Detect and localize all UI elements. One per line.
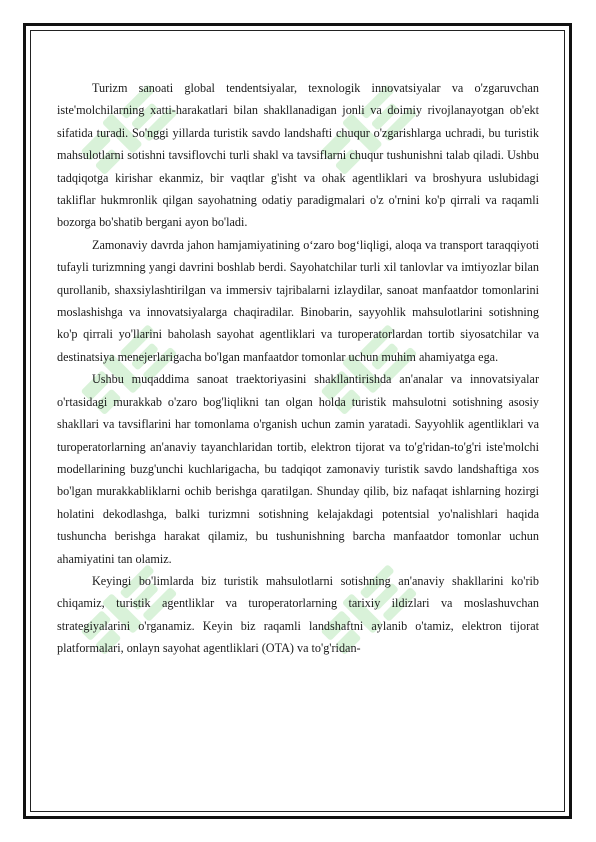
paragraph-1: Turizm sanoati global tendentsiyalar, texnologik innovatsiyalar va o'zgaruvchan iste'molchilarning xatti-harakatlari bilan shakllanadigan jonli va doimiy rivojlanayotgan ob'ekt sifatida turadi. So'nggi yillarda turistik savdo landshafti chuqur o'zgarishlarga uchradi, bu turistik mahsulotlarni sotishni tavsiflovchi turli shakl va tavsiflarni chuqur tushunishni talab qiladi. Ushbu tadqiqotga kirishar ekanmiz, bir vaqtlar g'isht va ohak agentliklari va broshyura uslubidagi takliflar hukmronlik qilgan sayohatning odatiy paradigmalari o'z o'rnini ko'p qirrali va raqamli bozorga bo'shatib bergani ayon bo'ladi.: [57, 81, 539, 230]
paragraph-2: Zamonaviy davrda jahon hamjamiyatining o‘zaro bog‘liqligi, aloqa va transport taraqqiyoti tufayli turizmning yangi davrini boshlab berdi. Sayohatchilar turli xil tanlovlar va imtiyozlar bilan qurollanib, shaxsiylashtirilgan va immersiv tajribalarni izlaydilar, sanoat manfaatdor tomonlarini moslashishga va innovatsiyalarga chaqiradilar. Binobarin, sayyohlik mahsulotlarini sotishning ko'p qirrali yo'llarini baholash sayohat agentliklari va turoperatorlardan tortib siyosatchilar va destinatsiya menejerlarigacha bo'lgan manfaatdor tomonlar uchun muhim ahamiyatga ega.: [57, 237, 539, 364]
document-body: [57, 77, 539, 660]
paragraph-3: Ushbu muqaddima sanoat traektoriyasini shakllantirishda an'analar va innovatsiyalar o'rtasidagi murakkab o'zaro bog'liqlikni tan olgan holda turistik mahsulotni sotishning asosiy shakllari va tavsiflarini har tomonlama o'rganish uchun zamin yaratadi. Sayyohlik agentliklari va turoperatorlarning an'anaviy tayanchlaridan tortib, elektron tijorat va to'g'ridan-to'g'ri iste'molchi modellarining buzg'unchi kuchlarigacha, bu tadqiqot zamonaviy turistik savdo landshaftiga xos bo'lgan murakkabliklarni ochib berishga qaratilgan. Shunday qilib, biz nafaqat ishlarning hozirgi holatini dekodlashga, balki turizmni sotishning kelajakdagi potentsial yo'nalishlari haqida tushuncha berishga harakat qilamiz, bu tushunishning barcha manfaatdor tomonlar uchun ahamiyatini tan olamiz.: [57, 372, 539, 566]
paragraph-4: Keyingi bo'limlarda biz turistik mahsulotlarni sotishning an'anaviy shakllarini ko'rib chiqamiz, turistik agentliklar va turoperatorlarning tarixiy ildizlari va moslashuvchan strategiyalarini o'rganamiz. Keyin biz raqamli landshaftni aylanib o'tamiz, elektron tijorat platformalari, onlayn sayohat agentliklari (OTA) va to'g'ridan-: [57, 573, 539, 656]
